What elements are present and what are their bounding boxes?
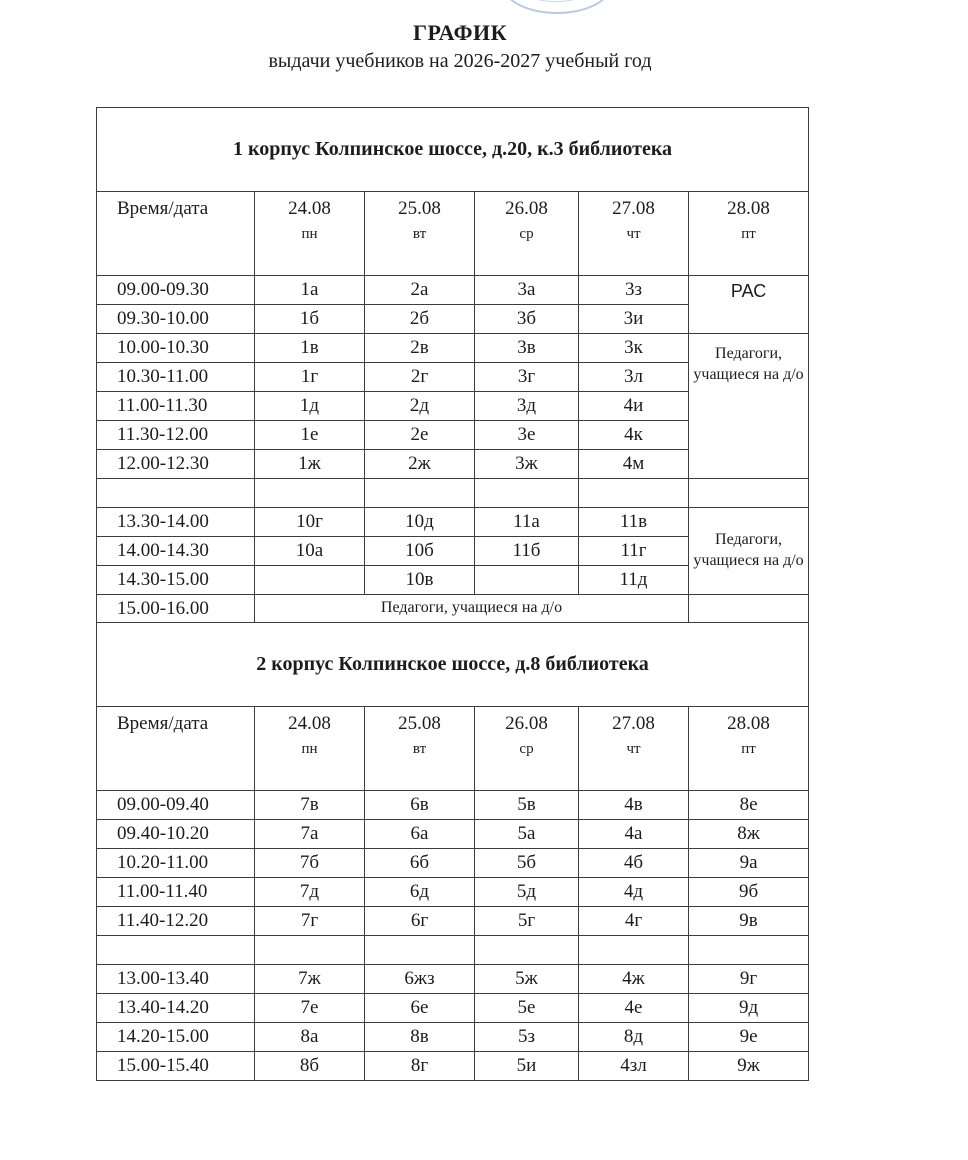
- class-cell: 5г: [475, 907, 579, 936]
- empty-cell: [255, 936, 365, 965]
- time-cell: 09.30-10.00: [97, 305, 255, 334]
- table-row: [97, 508, 809, 537]
- class-cell: 8б: [255, 1052, 365, 1081]
- day-date: 24.08: [288, 713, 331, 734]
- class-cell: 9е: [689, 1023, 809, 1052]
- class-cell: 10в: [365, 566, 475, 595]
- empty-cell: [579, 936, 689, 965]
- class-cell: 1д: [255, 392, 365, 421]
- day-header: [689, 192, 809, 276]
- class-cell: 11г: [579, 537, 689, 566]
- empty-cell: [255, 479, 365, 508]
- class-cell: 10б: [365, 537, 475, 566]
- time-cell: 10.20-11.00: [97, 849, 255, 878]
- empty-cell: [475, 479, 579, 508]
- class-cell: 3ж: [475, 450, 579, 479]
- friday-note-cell: Педагоги, учащиеся на д/о: [689, 508, 809, 595]
- time-cell: 13.00-13.40: [97, 965, 255, 994]
- class-cell: 7д: [255, 878, 365, 907]
- table-row: [97, 1052, 809, 1081]
- schedule-table: [96, 107, 809, 1081]
- class-cell: 4зл: [579, 1052, 689, 1081]
- day-of-week: ср: [519, 740, 534, 757]
- class-cell: 2е: [365, 421, 475, 450]
- class-cell: 1г: [255, 363, 365, 392]
- day-of-week: ср: [519, 225, 534, 242]
- class-cell: 2а: [365, 276, 475, 305]
- break-row: [97, 479, 809, 508]
- time-cell: 10.00-10.30: [97, 334, 255, 363]
- day-date: 28.08: [727, 198, 770, 219]
- day-header: [475, 192, 579, 276]
- table-row: [97, 994, 809, 1023]
- merged-note-cell: Педагоги, учащиеся на д/о: [255, 595, 689, 623]
- class-cell: 7в: [255, 791, 365, 820]
- class-cell: 2в: [365, 334, 475, 363]
- class-cell: 9г: [689, 965, 809, 994]
- day-header: [365, 192, 475, 276]
- class-cell: [475, 566, 579, 595]
- day-header: [255, 707, 365, 791]
- class-cell: 7б: [255, 849, 365, 878]
- class-cell: 4м: [579, 450, 689, 479]
- time-cell: 13.40-14.20: [97, 994, 255, 1023]
- class-cell: 11б: [475, 537, 579, 566]
- time-cell: 11.40-12.20: [97, 907, 255, 936]
- day-of-week: пт: [741, 740, 756, 757]
- break-row: [97, 936, 809, 965]
- class-cell: 5е: [475, 994, 579, 1023]
- day-date: 27.08: [612, 713, 655, 734]
- class-cell: 5ж: [475, 965, 579, 994]
- day-header: [475, 707, 579, 791]
- empty-cell: [689, 936, 809, 965]
- time-date-header: Время/дата: [97, 192, 255, 276]
- class-cell: 4ж: [579, 965, 689, 994]
- class-cell: 9а: [689, 849, 809, 878]
- class-cell: 3г: [475, 363, 579, 392]
- table-row: [97, 907, 809, 936]
- time-cell: 15.00-16.00: [97, 595, 255, 623]
- class-cell: 9б: [689, 878, 809, 907]
- class-cell: 10д: [365, 508, 475, 537]
- class-cell: 3а: [475, 276, 579, 305]
- day-date: 24.08: [288, 198, 331, 219]
- class-cell: 3и: [579, 305, 689, 334]
- class-cell: 4а: [579, 820, 689, 849]
- building2-header-row: [97, 707, 809, 791]
- empty-cell: [475, 936, 579, 965]
- time-cell: 13.30-14.00: [97, 508, 255, 537]
- class-cell: 4и: [579, 392, 689, 421]
- class-cell: 5д: [475, 878, 579, 907]
- class-cell: 1б: [255, 305, 365, 334]
- class-cell: 3б: [475, 305, 579, 334]
- class-cell: 3з: [579, 276, 689, 305]
- class-cell: 6д: [365, 878, 475, 907]
- day-of-week: пт: [741, 225, 756, 242]
- time-cell: 09.00-09.40: [97, 791, 255, 820]
- time-cell: 11.00-11.40: [97, 878, 255, 907]
- class-cell: 7г: [255, 907, 365, 936]
- class-cell: 1в: [255, 334, 365, 363]
- class-cell: 2д: [365, 392, 475, 421]
- time-cell: 10.30-11.00: [97, 363, 255, 392]
- table-row: [97, 878, 809, 907]
- class-cell: 4д: [579, 878, 689, 907]
- class-cell: 1ж: [255, 450, 365, 479]
- day-header: [365, 707, 475, 791]
- day-of-week: вт: [412, 740, 427, 757]
- time-cell: 14.00-14.30: [97, 537, 255, 566]
- building1-title-row: [97, 108, 809, 192]
- class-cell: 6г: [365, 907, 475, 936]
- empty-cell: [365, 479, 475, 508]
- class-cell: 8е: [689, 791, 809, 820]
- class-cell: 6е: [365, 994, 475, 1023]
- table-row: [97, 595, 809, 623]
- class-cell: 2г: [365, 363, 475, 392]
- class-cell: 2ж: [365, 450, 475, 479]
- time-date-header: Время/дата: [97, 707, 255, 791]
- day-date: 25.08: [398, 713, 441, 734]
- class-cell: 6б: [365, 849, 475, 878]
- day-date: 27.08: [612, 198, 655, 219]
- day-header: [579, 192, 689, 276]
- time-cell: 11.30-12.00: [97, 421, 255, 450]
- class-cell: 10г: [255, 508, 365, 537]
- empty-cell: [97, 936, 255, 965]
- class-cell: 4к: [579, 421, 689, 450]
- class-cell: 10а: [255, 537, 365, 566]
- class-cell: 8д: [579, 1023, 689, 1052]
- day-date: 28.08: [727, 713, 770, 734]
- class-cell: 8а: [255, 1023, 365, 1052]
- stamp: [500, 0, 614, 14]
- class-cell: 4в: [579, 791, 689, 820]
- class-cell: 6в: [365, 791, 475, 820]
- class-cell: 5и: [475, 1052, 579, 1081]
- class-cell: 3д: [475, 392, 579, 421]
- class-cell: 6а: [365, 820, 475, 849]
- class-cell: 2б: [365, 305, 475, 334]
- class-cell: 8в: [365, 1023, 475, 1052]
- day-date: 25.08: [398, 198, 441, 219]
- table-row: [97, 334, 809, 363]
- time-cell: 09.40-10.20: [97, 820, 255, 849]
- class-cell: 3е: [475, 421, 579, 450]
- time-cell: 15.00-15.40: [97, 1052, 255, 1081]
- day-of-week: чт: [626, 740, 641, 757]
- class-cell: 9в: [689, 907, 809, 936]
- class-cell: 4е: [579, 994, 689, 1023]
- class-cell: 9ж: [689, 1052, 809, 1081]
- empty-cell: [689, 595, 809, 623]
- class-cell: 11в: [579, 508, 689, 537]
- class-cell: 7ж: [255, 965, 365, 994]
- time-cell: 12.00-12.30: [97, 450, 255, 479]
- class-cell: 3к: [579, 334, 689, 363]
- class-cell: 8ж: [689, 820, 809, 849]
- class-cell: [255, 566, 365, 595]
- empty-cell: [97, 479, 255, 508]
- class-cell: 3в: [475, 334, 579, 363]
- empty-cell: [365, 936, 475, 965]
- day-date: 26.08: [505, 713, 548, 734]
- time-cell: 14.30-15.00: [97, 566, 255, 595]
- class-cell: 1а: [255, 276, 365, 305]
- day-of-week: чт: [626, 225, 641, 242]
- friday-note-cell: Педагоги, учащиеся на д/о: [689, 334, 809, 479]
- empty-cell: [579, 479, 689, 508]
- time-cell: 09.00-09.30: [97, 276, 255, 305]
- building1-title: 1 корпус Колпинское шоссе, д.20, к.3 библиотека: [97, 108, 809, 192]
- class-cell: 6жз: [365, 965, 475, 994]
- day-header: [689, 707, 809, 791]
- page-title: ГРАФИК: [412, 20, 508, 45]
- building2-title-row: [97, 623, 809, 707]
- day-header: [255, 192, 365, 276]
- table-row: [97, 276, 809, 305]
- table-row: [97, 849, 809, 878]
- building2-title: 2 корпус Колпинское шоссе, д.8 библиотека: [97, 623, 809, 707]
- class-cell: 4б: [579, 849, 689, 878]
- class-cell: 5б: [475, 849, 579, 878]
- table-row: [97, 820, 809, 849]
- class-cell: 3л: [579, 363, 689, 392]
- class-cell: 7е: [255, 994, 365, 1023]
- day-date: 26.08: [505, 198, 548, 219]
- class-cell: 4г: [579, 907, 689, 936]
- class-cell: 1е: [255, 421, 365, 450]
- time-cell: 11.00-11.30: [97, 392, 255, 421]
- class-cell: 8г: [365, 1052, 475, 1081]
- day-of-week: вт: [412, 225, 427, 242]
- page-subtitle: выдачи учебников на 2026-2027 учебный год: [268, 50, 652, 72]
- time-cell: 14.20-15.00: [97, 1023, 255, 1052]
- class-cell: 5в: [475, 791, 579, 820]
- building1-header-row: [97, 192, 809, 276]
- table-row: [97, 791, 809, 820]
- class-cell: 11а: [475, 508, 579, 537]
- class-cell: 11д: [579, 566, 689, 595]
- day-header: [579, 707, 689, 791]
- class-cell: 9д: [689, 994, 809, 1023]
- class-cell: 5з: [475, 1023, 579, 1052]
- class-cell: 7а: [255, 820, 365, 849]
- table-row: [97, 1023, 809, 1052]
- empty-cell: [689, 479, 809, 508]
- friday-rac-cell: РАС: [689, 276, 809, 334]
- day-of-week: пн: [301, 740, 318, 757]
- day-of-week: пн: [301, 225, 318, 242]
- table-row: [97, 965, 809, 994]
- class-cell: 5а: [475, 820, 579, 849]
